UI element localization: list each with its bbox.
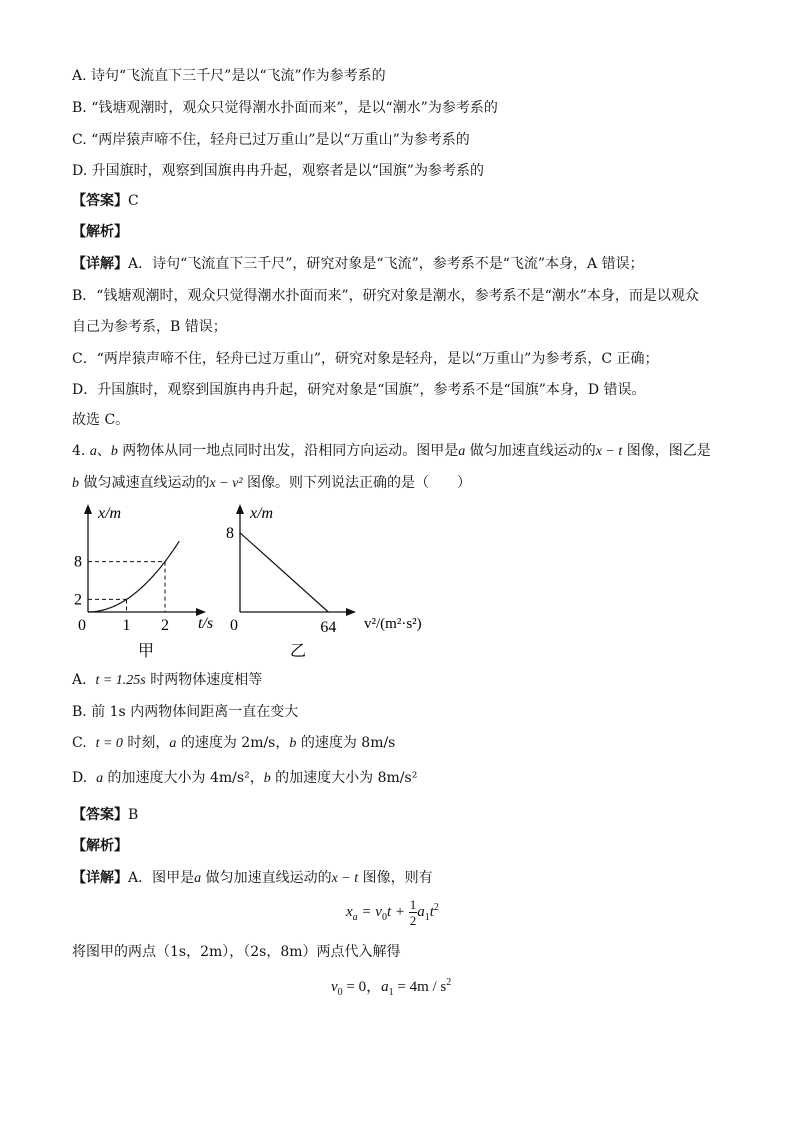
option-text: 前 1s 内两物体间距离一直在变大 (91, 704, 299, 720)
formula-eq: = v (357, 903, 382, 920)
formula-var: a (381, 979, 389, 995)
option-text: 的加速度大小为 (270, 770, 378, 786)
option-text: 的加速度大小为 (103, 770, 210, 786)
x-tick-label-2: 2 (161, 617, 169, 634)
q3-answer (72, 191, 139, 211)
q3-detail-line-5: D．升国旗时，观察到国旗冉冉升起，研究对象是“国旗”，参考系不是“国旗”本身，D 错误。 (72, 382, 646, 398)
origin-label: 0 (230, 617, 238, 634)
formula-text: t + (386, 903, 409, 920)
x-axis-arrow (346, 608, 356, 616)
series-line (240, 533, 328, 612)
stem-text: 做匀减速直线运动的 (79, 475, 210, 491)
y-tick-label-8: 8 (226, 524, 234, 542)
q4-answer (72, 805, 138, 825)
stem-text: 图像，图乙是 (622, 443, 711, 459)
y-axis-label: x/m (98, 505, 122, 522)
var-a: a (89, 444, 97, 459)
detail-text: A．图甲是 (128, 870, 195, 886)
formula-sup: 2 (446, 977, 452, 988)
answer-value: B (128, 807, 139, 823)
detail-text: A．诗句“飞流直下三千尺”，研究对象是“飞流”，参考系不是“飞流”本身，A 错误； (128, 256, 644, 272)
x-tick-label-1: 1 (122, 617, 131, 634)
option-label: A. (72, 672, 87, 688)
q4-stem-line-2 (72, 473, 471, 494)
y-axis-label: x/m (250, 505, 274, 522)
formula-displacement (346, 897, 439, 928)
q3-detail-line-4: C．“两岸猿声啼不住，轻舟已过万重山”，研究对象是轻舟，是以“万重山”为参考系，C 正确； (72, 351, 659, 367)
q3-detail-line-2: B．“钱塘观潮时，观众只觉得潮水扑面而来”，研究对象是潮水，参考系不是“潮水”本身，而是以观众 (72, 288, 699, 304)
answer-tag: 【答案】 (72, 807, 128, 823)
formula-sub: 0 (381, 911, 387, 923)
math-v1: 2m/s (241, 735, 276, 751)
graph-caption-jia: 甲 (138, 643, 155, 660)
graph-yi (222, 500, 462, 670)
formula-var: v (331, 979, 338, 995)
fraction-numerator: 1 (409, 897, 417, 912)
option-text: 的速度为 (176, 735, 242, 751)
math-acc1: 4m/s² (210, 770, 250, 786)
math-t: t = 1.25s (95, 673, 146, 688)
stem-text: 、 (96, 443, 111, 459)
formula-fraction (409, 897, 418, 928)
formula-eq: = 0， (342, 979, 382, 995)
answer-tag: 【答案】 (72, 193, 128, 209)
x-axis-label: t/s (198, 615, 214, 632)
formula-var: a (417, 903, 425, 920)
formula-sup: 2 (433, 901, 439, 913)
x-axis-label: v²/(m²·s²) (364, 616, 422, 632)
stem-text: 两物体从同一地点同时出发，沿相同方向运动。图甲是 (117, 443, 459, 459)
var-a: a (169, 736, 177, 751)
q4-option-d (72, 768, 417, 789)
var-a: a (194, 871, 202, 886)
q4-analysis-tag (72, 836, 128, 856)
detail-text: 图像，则有 (358, 870, 433, 886)
option-label: D. (72, 770, 88, 786)
stem-text: 图像。则下列说法正确的是（ ） (242, 475, 471, 491)
q3-detail-line-1 (72, 254, 722, 274)
math-xt: x − t (595, 444, 623, 459)
option-text: 时刻， (122, 735, 170, 751)
option-label: B. (72, 704, 87, 720)
origin-label: 0 (78, 617, 86, 634)
q3-detail-line-6: 故选 C。 (72, 412, 130, 428)
q4-stem-line-1 (72, 441, 711, 462)
stem-text: 做匀加速直线运动的 (465, 443, 596, 459)
math-acc2: 8m/s² (377, 770, 418, 786)
formula-sub: 0 (337, 987, 343, 998)
y-tick-label-8: 8 (74, 553, 82, 571)
var-b: b (289, 736, 297, 751)
y-axis-arrow (84, 504, 92, 514)
graph-jia (70, 500, 220, 670)
q4-detail-line-2: 将图甲的两点（1s，2m），（2s，8m）两点代入解得 (72, 944, 401, 960)
series-curve (88, 541, 179, 612)
formula-var: t (429, 903, 434, 920)
formula-result (331, 975, 451, 998)
var-b: b (263, 771, 271, 786)
q3-option-c: C. “两岸猿声啼不住，轻舟已过万重山”是以“万重山”为参考系的 (72, 132, 470, 148)
detail-tag: 【详解】 (72, 256, 128, 272)
q4-option-b (72, 702, 298, 722)
analysis-tag: 【解析】 (72, 224, 128, 240)
math-xt: x − t (331, 871, 359, 886)
var-b: b (110, 444, 118, 459)
y-tick-label-2: 2 (74, 591, 82, 609)
option-text: 时两物体速度相等 (145, 672, 263, 688)
answer-value: C (128, 193, 139, 209)
var-b: b (72, 476, 79, 491)
formula-sub: a (352, 911, 358, 923)
math-xv2: x − v² (209, 476, 243, 491)
q3-option-d: D. 升国旗时，观察到国旗冉冉升起，观察者是以“国旗”为参考系的 (72, 163, 484, 179)
option-text: 的速度为 (296, 735, 362, 751)
option-text: ， (249, 770, 264, 786)
fraction-denominator: 2 (409, 913, 417, 928)
q3-analysis-tag (72, 222, 128, 242)
formula-sub: 1 (424, 911, 430, 923)
formula-var: x (346, 903, 353, 920)
q4-option-a (72, 670, 262, 691)
var-a: a (96, 771, 104, 786)
formula-eq: = 4m / s (393, 979, 447, 995)
analysis-tag: 【解析】 (72, 838, 128, 854)
q3-option-a: A. 诗句“飞流直下三千尺”是以“飞流”作为参考系的 (72, 68, 386, 84)
q3-detail-line-3: 自己为参考系，B 错误； (72, 319, 227, 335)
formula-sub: 1 (388, 987, 394, 998)
math-t0: t = 0 (95, 736, 123, 751)
detail-text: 做匀加速直线运动的 (201, 870, 332, 886)
y-axis-arrow (236, 504, 244, 514)
detail-tag: 【详解】 (72, 870, 128, 886)
q4-detail-line-1 (72, 868, 433, 889)
graph-caption-yi: 乙 (290, 643, 307, 660)
math-v2: 8m/s (361, 735, 396, 751)
q3-option-b: B. “钱塘观潮时，观众只觉得潮水扑面而来”，是以“潮水”为参考系的 (72, 100, 498, 116)
var-a: a (458, 444, 466, 459)
option-text: ， (275, 735, 290, 751)
x-tick-label-64: 64 (320, 619, 337, 636)
question-number: 4. (72, 443, 86, 459)
q4-option-c (72, 733, 395, 754)
option-label: C. (72, 735, 87, 751)
